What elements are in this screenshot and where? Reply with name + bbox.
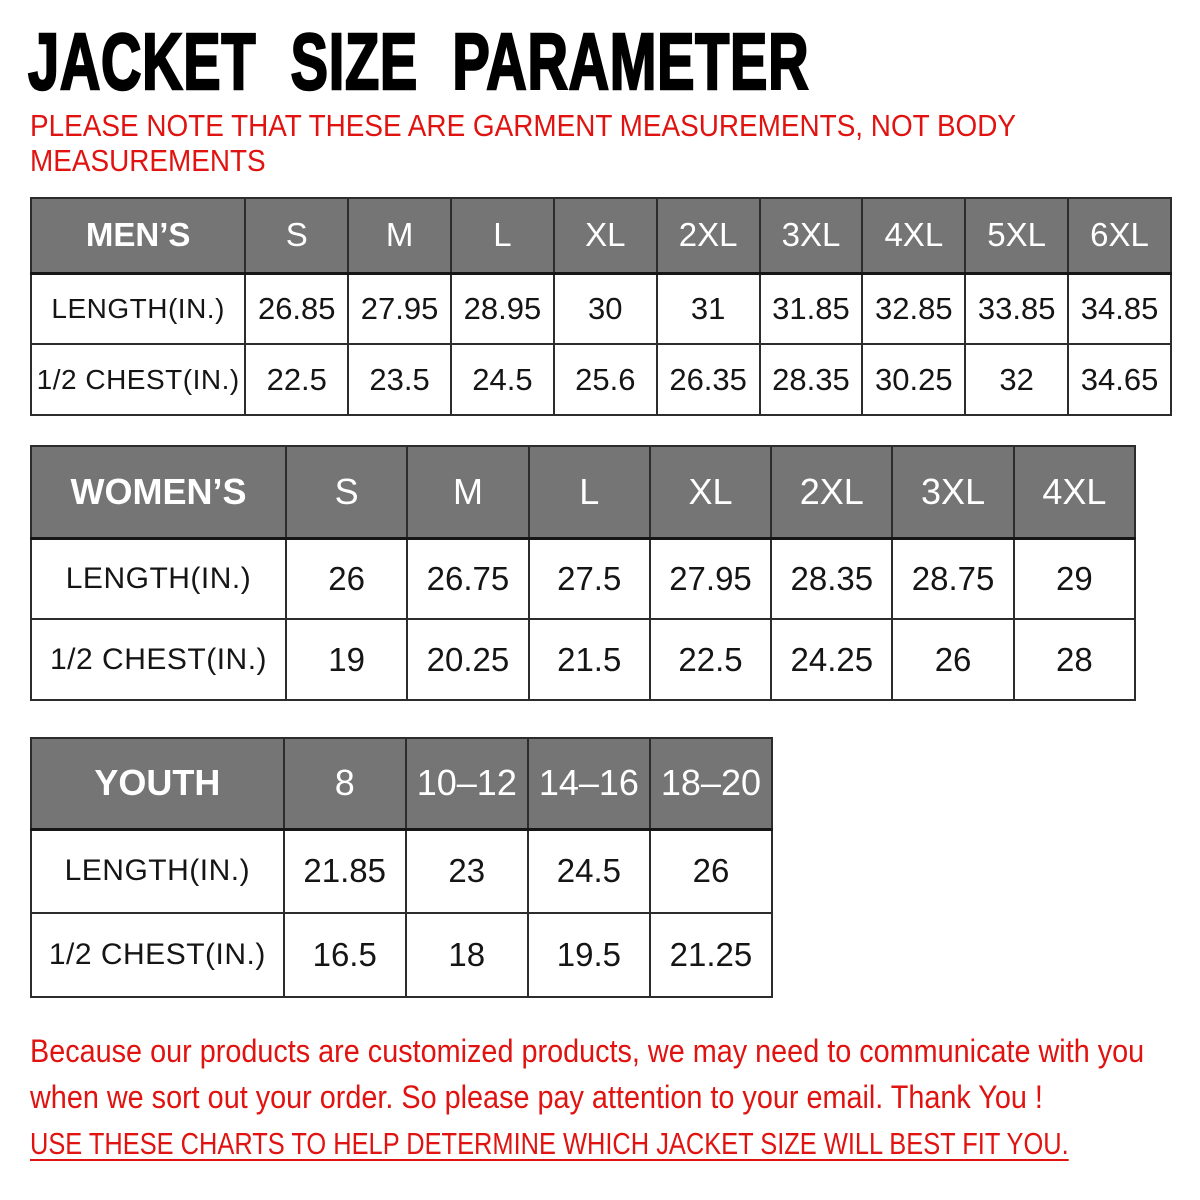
- value-cell: 28.35: [760, 344, 863, 415]
- value-cell: 26: [286, 538, 407, 619]
- size-header-cell: 8: [284, 738, 406, 829]
- value-cell: 21.85: [284, 829, 406, 913]
- size-header-row: [31, 738, 772, 829]
- fit-instruction: USE THESE CHARTS TO HELP DETERMINE WHICH JACKET SIZE WILL BEST FIT YOU.: [30, 1126, 1069, 1161]
- value-cell: 26: [892, 619, 1013, 700]
- table-title-cell: MEN’S: [31, 198, 245, 273]
- value-cell: 22.5: [650, 619, 771, 700]
- value-cell: 23.5: [348, 344, 451, 415]
- notice-line-1: Because our products are customized products, we may need to communicate with you: [30, 1033, 1145, 1069]
- measurement-row: [31, 344, 1171, 415]
- notice-line-2: when we sort out your order. So please pay attention to your email. Thank You !: [30, 1079, 1043, 1115]
- value-cell: 28: [1014, 619, 1135, 700]
- value-cell: 26.75: [407, 538, 528, 619]
- value-cell: 20.25: [407, 619, 528, 700]
- value-cell: 29: [1014, 538, 1135, 619]
- size-header-cell: 18–20: [650, 738, 772, 829]
- measurement-row: [31, 619, 1135, 700]
- size-header-cell: S: [286, 446, 407, 538]
- size-header-cell: 3XL: [760, 198, 863, 273]
- size-grid: [30, 445, 1136, 701]
- value-cell: 32: [965, 344, 1068, 415]
- size-grid: [30, 737, 773, 998]
- value-cell: 25.6: [554, 344, 657, 415]
- value-cell: 26.85: [245, 273, 348, 344]
- value-cell: 26.35: [657, 344, 760, 415]
- value-cell: 26: [650, 829, 772, 913]
- row-label-cell: 1/2 CHEST(IN.): [31, 619, 286, 700]
- value-cell: 16.5: [284, 913, 406, 997]
- value-cell: 21.25: [650, 913, 772, 997]
- value-cell: 27.95: [650, 538, 771, 619]
- size-header-cell: M: [348, 198, 451, 273]
- value-cell: 24.5: [451, 344, 554, 415]
- value-cell: 28.35: [771, 538, 892, 619]
- value-cell: 24.25: [771, 619, 892, 700]
- size-header-cell: 6XL: [1068, 198, 1171, 273]
- value-cell: 23: [406, 829, 528, 913]
- measurement-row: [31, 273, 1171, 344]
- measurement-row: [31, 829, 772, 913]
- value-cell: 31: [657, 273, 760, 344]
- value-cell: 19: [286, 619, 407, 700]
- value-cell: 21.5: [529, 619, 650, 700]
- value-cell: 28.75: [892, 538, 1013, 619]
- womens-size-table: [30, 445, 1136, 701]
- value-cell: 18: [406, 913, 528, 997]
- size-header-row: [31, 198, 1171, 273]
- value-cell: 27.95: [348, 273, 451, 344]
- row-label-cell: LENGTH(IN.): [31, 273, 245, 344]
- row-label-cell: 1/2 CHEST(IN.): [31, 913, 284, 997]
- garment-measurements-note: [30, 108, 1016, 178]
- size-header-cell: 10–12: [406, 738, 528, 829]
- row-label-cell: LENGTH(IN.): [31, 538, 286, 619]
- size-header-cell: L: [529, 446, 650, 538]
- size-header-row: [31, 446, 1135, 538]
- value-cell: 28.95: [451, 273, 554, 344]
- value-cell: 31.85: [760, 273, 863, 344]
- size-header-cell: 4XL: [862, 198, 965, 273]
- value-cell: 30: [554, 273, 657, 344]
- page-title: JACKET SIZE PARAMETER: [28, 17, 810, 106]
- note-line-2: MEASUREMENTS: [30, 143, 266, 178]
- value-cell: 34.65: [1068, 344, 1171, 415]
- size-header-cell: 4XL: [1014, 446, 1135, 538]
- note-line-1: PLEASE NOTE THAT THESE ARE GARMENT MEASUREMENTS, NOT BODY: [30, 108, 1017, 143]
- measurement-row: [31, 913, 772, 997]
- size-header-cell: XL: [650, 446, 771, 538]
- table-title-cell: WOMEN’S: [31, 446, 286, 538]
- customization-notice: [30, 1028, 1144, 1120]
- size-header-cell: S: [245, 198, 348, 273]
- table-title-cell: YOUTH: [31, 738, 284, 829]
- size-header-cell: 3XL: [892, 446, 1013, 538]
- row-label-cell: LENGTH(IN.): [31, 829, 284, 913]
- size-header-cell: 14–16: [528, 738, 650, 829]
- size-header-cell: XL: [554, 198, 657, 273]
- value-cell: 22.5: [245, 344, 348, 415]
- youth-size-table: [30, 737, 773, 998]
- value-cell: 32.85: [862, 273, 965, 344]
- measurement-row: [31, 538, 1135, 619]
- size-grid: [30, 197, 1172, 416]
- value-cell: 34.85: [1068, 273, 1171, 344]
- value-cell: 30.25: [862, 344, 965, 415]
- value-cell: 19.5: [528, 913, 650, 997]
- size-header-cell: L: [451, 198, 554, 273]
- size-header-cell: 2XL: [771, 446, 892, 538]
- size-header-cell: 2XL: [657, 198, 760, 273]
- mens-size-table: [30, 197, 1172, 416]
- size-header-cell: M: [407, 446, 528, 538]
- value-cell: 33.85: [965, 273, 1068, 344]
- value-cell: 27.5: [529, 538, 650, 619]
- size-header-cell: 5XL: [965, 198, 1068, 273]
- row-label-cell: 1/2 CHEST(IN.): [31, 344, 245, 415]
- value-cell: 24.5: [528, 829, 650, 913]
